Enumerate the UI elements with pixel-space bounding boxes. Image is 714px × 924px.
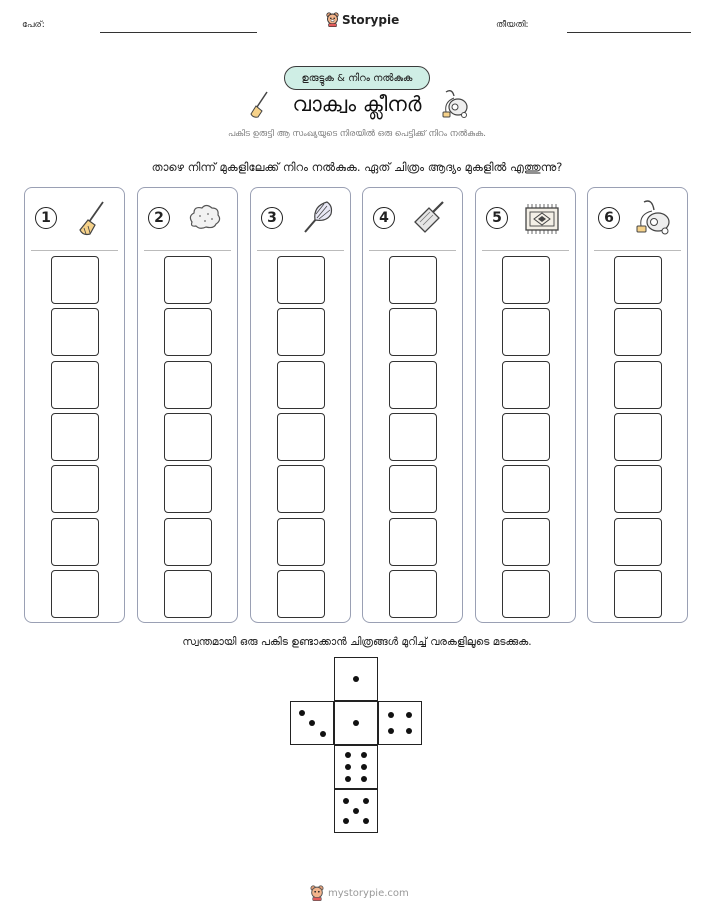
- color-box[interactable]: [389, 518, 437, 566]
- bear-mascot-icon: [310, 885, 324, 901]
- color-box[interactable]: [277, 518, 325, 566]
- die-pip: [345, 764, 351, 770]
- vacuum-cleaner-icon: [440, 88, 474, 120]
- color-box[interactable]: [389, 465, 437, 513]
- die-face-1: [334, 701, 378, 745]
- color-box[interactable]: [502, 518, 550, 566]
- brand-logo: [326, 12, 399, 27]
- column-2: [137, 187, 238, 623]
- column-number: 5: [486, 207, 508, 229]
- dust-cloud-icon: [184, 198, 224, 238]
- die-pip: [353, 808, 359, 814]
- color-box[interactable]: [614, 361, 662, 409]
- brand-name: Storypie: [342, 12, 400, 27]
- die-face-4: [378, 701, 422, 745]
- color-box[interactable]: [389, 361, 437, 409]
- column-6: [587, 187, 688, 623]
- color-box[interactable]: [502, 413, 550, 461]
- color-box[interactable]: [614, 256, 662, 304]
- page-subtitle: പകിട ഉരുട്ടി ആ സംഖ്യയുടെ നിരയിൽ ഒരു പെട്ടിക്ക് നിറം നൽകുക.: [228, 129, 486, 139]
- die-pip: [361, 764, 367, 770]
- dustpan-icon: [409, 198, 449, 238]
- color-box[interactable]: [277, 570, 325, 618]
- color-box[interactable]: [164, 308, 212, 356]
- column-number: 6: [598, 207, 620, 229]
- column-divider: [594, 250, 681, 251]
- color-box[interactable]: [502, 256, 550, 304]
- footer: [310, 885, 409, 901]
- color-box[interactable]: [277, 256, 325, 304]
- bear-mascot-icon: [326, 12, 339, 27]
- color-box[interactable]: [614, 465, 662, 513]
- die-face-3: [290, 701, 334, 745]
- rug-icon: [522, 198, 562, 238]
- vacuum-cleaner-icon: [634, 198, 674, 238]
- fold-instruction: സ്വന്തമായി ഒരു പകിട ഉണ്ടാക്കാൻ ചിത്രങ്ങൾ മുറിച്ച് വരകളിലൂടെ മടക്കുക.: [182, 636, 532, 648]
- color-box[interactable]: [614, 413, 662, 461]
- color-box[interactable]: [277, 465, 325, 513]
- die-pip: [363, 818, 369, 824]
- die-pip: [343, 818, 349, 824]
- date-line[interactable]: [567, 32, 691, 33]
- die-pip: [363, 798, 369, 804]
- die-pip: [345, 776, 351, 782]
- color-box[interactable]: [614, 518, 662, 566]
- color-box[interactable]: [614, 570, 662, 618]
- die-pip: [406, 728, 412, 734]
- die-pip: [388, 728, 394, 734]
- color-box[interactable]: [502, 361, 550, 409]
- color-box[interactable]: [389, 256, 437, 304]
- column-divider: [31, 250, 118, 251]
- column-number: 2: [148, 207, 170, 229]
- date-label: തീയതി:: [496, 20, 529, 30]
- broom-icon: [71, 198, 111, 238]
- color-box[interactable]: [164, 256, 212, 304]
- color-box[interactable]: [502, 308, 550, 356]
- color-box[interactable]: [389, 308, 437, 356]
- color-box[interactable]: [51, 308, 99, 356]
- game-instruction: താഴെ നിന്ന് മുകളിലേക്ക് നിറം നൽകുക. ഏത് ചിത്രം ആദ്യം മുകളിൽ എത്തുന്നു?: [151, 160, 563, 174]
- die-pip: [361, 752, 367, 758]
- color-box[interactable]: [51, 361, 99, 409]
- color-box[interactable]: [164, 465, 212, 513]
- column-1: [24, 187, 125, 623]
- color-box[interactable]: [51, 465, 99, 513]
- die-pip: [343, 798, 349, 804]
- column-3: [250, 187, 351, 623]
- name-label: പേര്:: [22, 20, 45, 30]
- color-box[interactable]: [277, 413, 325, 461]
- column-divider: [257, 250, 344, 251]
- feather-duster-icon: [297, 198, 337, 238]
- column-number: 4: [373, 207, 395, 229]
- color-box[interactable]: [164, 518, 212, 566]
- column-divider: [369, 250, 456, 251]
- color-box[interactable]: [51, 518, 99, 566]
- die-face-6: [334, 745, 378, 789]
- color-box[interactable]: [389, 413, 437, 461]
- color-box[interactable]: [51, 413, 99, 461]
- die-pip: [361, 776, 367, 782]
- die-pip: [320, 731, 326, 737]
- column-divider: [144, 250, 231, 251]
- color-box[interactable]: [614, 308, 662, 356]
- color-box[interactable]: [277, 361, 325, 409]
- column-4: [362, 187, 463, 623]
- color-box[interactable]: [51, 256, 99, 304]
- footer-url: mystorypie.com: [328, 887, 409, 899]
- name-line[interactable]: [100, 32, 257, 33]
- color-box[interactable]: [389, 570, 437, 618]
- column-divider: [482, 250, 569, 251]
- die-face-1: [334, 657, 378, 701]
- column-number: 3: [261, 207, 283, 229]
- color-box[interactable]: [51, 570, 99, 618]
- die-pip: [406, 712, 412, 718]
- die-pip: [299, 710, 305, 716]
- page-title: വാക്വം ക്ലീനർ: [292, 92, 422, 116]
- die-pip: [353, 720, 359, 726]
- die-pip: [345, 752, 351, 758]
- die-pip: [353, 676, 359, 682]
- activity-badge: ഉരുട്ടുക & നിറം നൽകുക: [284, 66, 430, 90]
- color-box[interactable]: [164, 570, 212, 618]
- color-box[interactable]: [502, 570, 550, 618]
- color-box[interactable]: [164, 361, 212, 409]
- color-box[interactable]: [277, 308, 325, 356]
- color-box[interactable]: [502, 465, 550, 513]
- color-box[interactable]: [164, 413, 212, 461]
- column-5: [475, 187, 576, 623]
- die-face-5: [334, 789, 378, 833]
- die-pip: [388, 712, 394, 718]
- column-number: 1: [35, 207, 57, 229]
- die-pip: [309, 720, 315, 726]
